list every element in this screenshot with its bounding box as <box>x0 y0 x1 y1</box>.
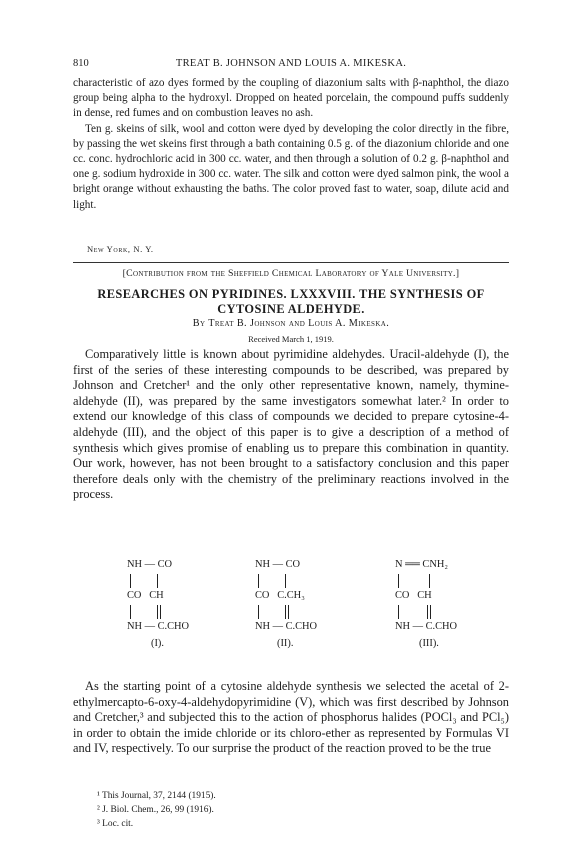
paragraph: Comparatively little is known about pyrimidine aldehydes. Uracil-aldehyde (I), the first of the series of these interesting compounds to be described, was prepared by Johnson and Cretcher¹ and the only other representative known, namely, thymine-aldehyde (II), was prepared by the same investigators somewhat later.² In order to extend our knowledge of this class of compounds we decided to prepare cytosine-4-aldehyde (III), and the object of this paper is to give a description of a method of synthesis which gives promise of enabling us to prepare this combination in quantity. Our work, however, has not been brought to a satisfactory conclusion and this paper therefore deals only with the chemistry of the preliminary reactions involved in the process. <box>73 347 509 502</box>
running-header-authors: TREAT B. JOHNSON AND LOUIS A. MIKESKA. <box>175 58 407 69</box>
formula-iii-mid: CO CH <box>395 590 432 601</box>
bond-line <box>398 574 399 588</box>
formula-iii-top: N ══ CNH₂ <box>395 559 448 570</box>
footnote-3: ³ Loc. cit. <box>97 819 134 829</box>
article-body <box>73 679 509 757</box>
contribution-line: [Contribution from the Sheffield Chemical Laboratory of Yale University.] <box>122 268 460 279</box>
bond-line <box>429 574 430 588</box>
footnote-2: ² J. Biol. Chem., 26, 99 (1916). <box>97 805 214 815</box>
page-number: 810 <box>73 58 89 69</box>
bond-line <box>288 605 289 619</box>
formula-i-mid: CO CH <box>127 590 164 601</box>
bond-line <box>285 605 286 619</box>
formula-i-top: NH — CO <box>127 559 173 570</box>
formula-ii-top: NH — CO <box>255 559 301 570</box>
bond-line <box>430 605 431 619</box>
formula-ii-mid: CO C.CH₃ <box>255 590 305 601</box>
received-date: Received March 1, 1919. <box>248 334 334 344</box>
paragraph: As the starting point of a cytosine aldehyde synthesis we selected the acetal of 2-ethylmercapto-6-oxy-4-aldehydopyrimidine (V), which was first described by Johnson and Cretcher,³ and subjected this to the action of phosphorus halides (POCl₃ and PCl₅) in order to obtain the imide chloride or its chloro-ether as represented by Formulas VI and IV, respectively. To our surprise the product of the reaction proved to be the true <box>73 679 509 756</box>
formula-iii-bot: NH — C.CHO <box>395 621 458 632</box>
paragraph: characteristic of azo dyes formed by the coupling of diazonium salts with β-naphthol, the diazo group being alpha to the hydroxyl. Dropped on heated porcelain, the compound puffs suddenly in dense, red fumes and on combustion leaves no ash. <box>73 77 509 120</box>
article-title-line-2: CYTOSINE ALDEHYDE. <box>217 302 365 316</box>
formula-i-label: (I). <box>151 638 164 649</box>
formula-ii-label: (II). <box>277 638 294 649</box>
formula-i-bot: NH — C.CHO <box>127 621 190 632</box>
article-title-line-1: RESEARCHES ON PYRIDINES. LXXXVIII. THE SYNTHESIS OF <box>97 287 485 301</box>
footnote-1: ¹ This Journal, 37, 2144 (1915). <box>97 791 216 801</box>
bond-line <box>157 605 158 619</box>
bond-line <box>398 605 399 619</box>
bond-line <box>285 574 286 588</box>
bond-line <box>427 605 428 619</box>
previous-article-end <box>73 76 509 213</box>
article-intro <box>73 347 509 503</box>
formula-ii-bot: NH — C.CHO <box>255 621 318 632</box>
section-divider <box>73 262 509 263</box>
bond-line <box>160 605 161 619</box>
bond-line <box>130 574 131 588</box>
formula-iii-label: (III). <box>419 638 439 649</box>
bond-line <box>258 574 259 588</box>
place-signoff: New York, N. Y. <box>87 244 154 254</box>
paragraph: Ten g. skeins of silk, wool and cotton were dyed by developing the color directly in the fibre, by passing the wet skeins first through a bath containing 0.5 g. of the diazonium chloride and one cc. conc. hydrochloric acid in 300 cc. water, and then through a solution of 0.2 g. β-naphthol and one g. sodium hydroxide in 300 cc. water. The silk and cotton were dyed salmon pink, the wool a bright orange without exhausting the baths. The color proved fast to water, soap, dilute acid and light. <box>73 122 509 211</box>
bond-line <box>258 605 259 619</box>
bond-line <box>130 605 131 619</box>
structural-formulas <box>73 559 509 669</box>
bond-line <box>157 574 158 588</box>
byline: By Treat B. Johnson and Louis A. Mikeska. <box>192 318 390 329</box>
